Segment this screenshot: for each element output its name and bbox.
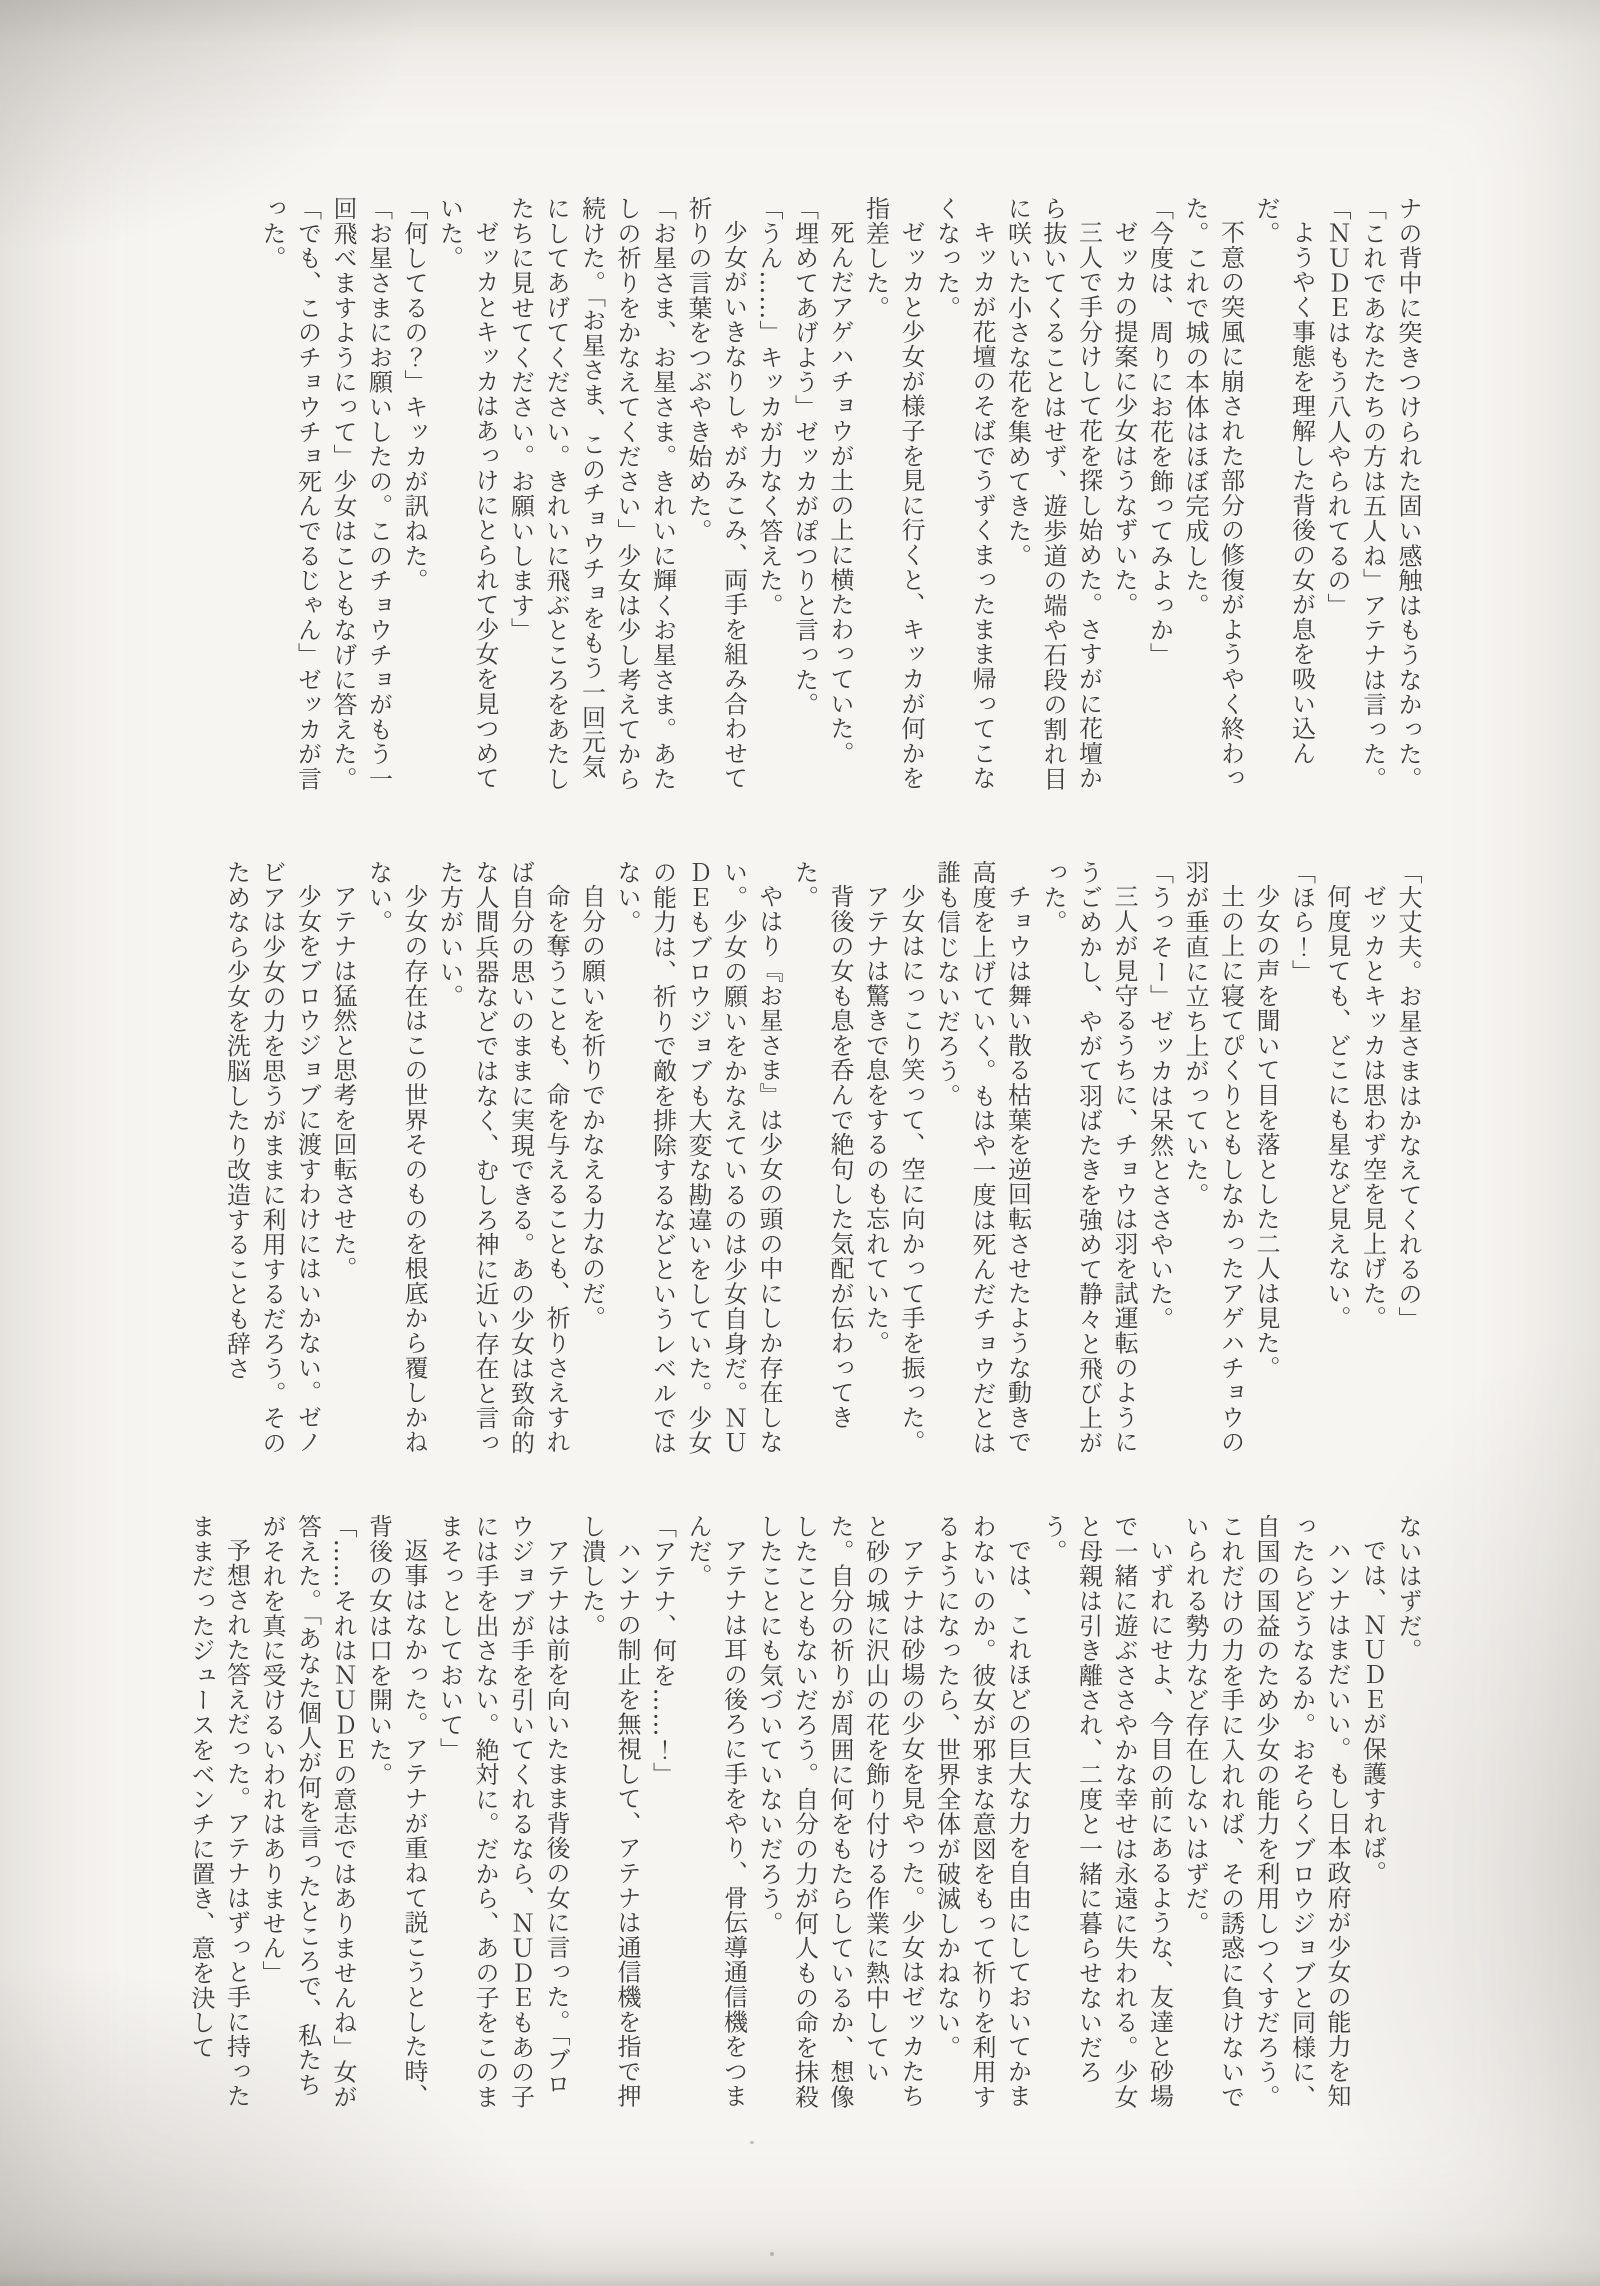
paragraph: ゼッカと少女が様子を見に行くと、キッカが何かを指差した。: [861, 196, 925, 791]
paragraph: ハンナの制止を無視して、アテナは通信機を指で押し潰した。: [577, 1514, 641, 2109]
paragraph: 「埋めてあげよう」ゼッカがぽつりと言った。: [790, 196, 819, 717]
paragraph: 少女の声を聞いて目を落とした二人は見た。: [1252, 884, 1280, 1380]
paragraph: 「アテナ、何を……！」: [648, 1514, 677, 1787]
paragraph: 何度見ても、どこにも星など見えない。: [1323, 884, 1351, 1331]
text-block-bottom: [145, 1514, 1425, 2111]
paragraph: 三人で手分けして花を探し始めた。さすがに花壇から抜いてくることはせず、遊歩道の端や石段の割れ目に咲いた小さな花を集めてきた。: [1003, 196, 1103, 792]
paragraph: アテナは前を向いたまま背後の女に言った。「ブロウジョブが手を引いてくれるなら、ＮＵＤＥもあの子には手を出さない。絶対に。だから、あの子をこのままそっとしておいて」: [435, 1514, 570, 2110]
paragraph: 「お星さま、お星さま。きれいに輝くお星さま。あたしの祈りをかなえてください」少女は少し考えてから続けた。「お星さま、このチョウチョをもう一回元気にしてあげてください。きれいに飛ぶところをあたしたちに見せてください。お願いします」: [506, 196, 677, 792]
paragraph: ゼッカの提案に少女はうなずいた。: [1110, 220, 1138, 617]
scan-speck: [750, 2141, 754, 2144]
paragraph: 「うん……」キッカが力なく答えた。: [755, 196, 783, 618]
paragraph: 返事はなかった。アテナが重ねて説こうとした時、背後の女は口を開いた。: [364, 1514, 428, 2109]
paragraph: やはり『お星さま』は少女の頭の中にしか存在しない。少女の願いをかなえているのは少女自身だ。ＮＵＤＥもブロウジョブも大変な勘違いをしていた。少女の能力は、祈りで敵を排除するなどというレベルではない。: [613, 860, 783, 1456]
paragraph: 少女をブロウジョブに渡すわけにはいかない。ゼノビアは少女の力を思うがままに利用するだろう。そのためなら少女を洗脳したり改造することも辞さ: [222, 860, 322, 1456]
scan-speck: [770, 2252, 774, 2256]
paragraph: 「うっそー」ゼッカは呆然とささやいた。: [1145, 860, 1174, 1332]
paragraph: 「お星さまにお願いしたの。このチョウチョがもう一回飛べますようにって」少女はこともなげに答えた。: [329, 196, 393, 792]
paragraph: いずれにせよ、今目の前にあるような、友達と砂場で一緒に遊ぶささやかな幸せは永遠に失われる。少女と母親は引き離され、二度と一緒に暮らせないだろう。: [1039, 1514, 1174, 2110]
paragraph: 「これであなたたちの方は五人ね」アテナは言った。: [1358, 196, 1387, 792]
paragraph: キッカが花壇のそばでうずくまったまま帰ってこなくなった。: [932, 196, 996, 791]
paragraph: では、ＮＵＤＥが保護すれば。: [1358, 1538, 1387, 1886]
paragraph: 不意の突風に崩された部分の修復がようやく終わった。これで城の本体はほぼ完成した。: [1181, 196, 1245, 791]
paragraph: ナの背中に突きつけられた固い感触はもうなかった。: [1394, 196, 1422, 792]
paragraph: 死んだアゲハチョウが土の上に横たわっていた。: [826, 220, 854, 766]
paragraph: 「ＮＵＤＥはもう八人やられてるの」: [1323, 196, 1351, 618]
paragraph: 自分の願いを祈りでかなえる力なのだ。: [577, 884, 606, 1331]
paragraph: アテナは驚きで息をするのも忘れていた。: [861, 884, 890, 1356]
paragraph: 「大丈夫。お星さまはかなえてくれるの」: [1394, 860, 1422, 1332]
paragraph: ゼッカとキッカはあっけにとられて少女を見つめていた。: [435, 196, 499, 791]
paragraph: 背後の女も息を呑んで絶句した気配が伝わってきた。: [790, 860, 854, 1430]
paragraph: では、これほどの巨大な力を自由にしておいてかまわないのか。彼女が邪まな意図をもって祈りを利用するようになったら、世界全体が破滅しかねない。: [932, 1514, 1032, 2110]
paragraph: 少女はにっこり笑って、空に向かって手を振った。: [897, 884, 925, 1455]
paragraph: 予想された答えだった。アテナはずっと手に持ったままだったジュースをベンチに置き、意を決して: [187, 1514, 251, 2109]
paragraph: ようやく事態を理解した背後の女が息を吸い込んだ。: [1252, 196, 1316, 766]
paragraph: 「ほら！」: [1287, 860, 1316, 984]
paragraph: 「でも、このチョウチョ死んでるじゃん」ゼッカが言った。: [258, 196, 322, 792]
paragraph: 三人が見守るうちに、チョウは羽を試運転のようにうごめかし、やがて羽ばたきを強めて静々と飛び上がった。: [1039, 860, 1138, 1456]
paragraph: アテナは砂場の少女を見やった。少女はゼッカたちと砂の城に沢山の花を飾り付ける作業に熱中していた。自分の祈りが周囲に何をもたらしているか、想像したこともないだろう。自分の力が何人もの命を抹殺したことにも気づいていないだろう。: [755, 1514, 925, 2110]
paragraph: 「何してるの？」キッカが訊ねた。: [400, 196, 428, 593]
paragraph: ハンナはまだいい。もし日本政府が少女の能力を知ったらどうなるか。おそらくブロウジョブと同様に、自国の国益のため少女の能力を利用しつくすだろう。これだけの力を手に入れれば、その誘惑に負けないでいられる勢力など存在しないはずだ。: [1181, 1514, 1351, 2110]
paragraph: ゼッカとキッカは思わず空を見上げた。: [1358, 884, 1387, 1331]
paragraph: ないはずだ。: [1394, 1514, 1422, 1663]
paragraph: チョウは舞い散る枯葉を逆回転させたような動きで高度を上げていく。もはや一度は死んだチョウだとは誰も信じないだろう。: [932, 860, 1032, 1456]
text-block-middle: [145, 860, 1425, 1457]
paragraph: 「……それはＮＵＤＥの意志ではありませんね」女が答えた。「あなた個人が何を言ったところで、私たちがそれを真に受けるいわれはありません」: [258, 1514, 357, 2110]
paragraph: 命を奪うことも、命を与えることも、祈りさえすれば自分の思いのままに実現できる。あの少女は致命的な人間兵器などではなく、むしろ神に近い存在と言った方がいい。: [435, 860, 570, 1456]
paragraph: 「今度は、周りにお花を飾ってみよっか」: [1145, 196, 1174, 668]
paragraph: 土の上に寝てぴくりともしなかったアゲハチョウの羽が垂直に立ち上がっていた。: [1181, 860, 1245, 1455]
paragraph: 少女がいきなりしゃがみこみ、両手を組み合わせて祈りの言葉をつぶやき始めた。: [684, 196, 748, 791]
text-block-top: [145, 196, 1425, 793]
paragraph: アテナは猛然と思考を回転させた。: [329, 884, 357, 1281]
paragraph: 少女の存在はこの世界そのものを根底から覆しかねない。: [364, 860, 428, 1455]
paragraph: アテナは耳の後ろに手をやり、骨伝導通信機をつまんだ。: [684, 1514, 748, 2109]
